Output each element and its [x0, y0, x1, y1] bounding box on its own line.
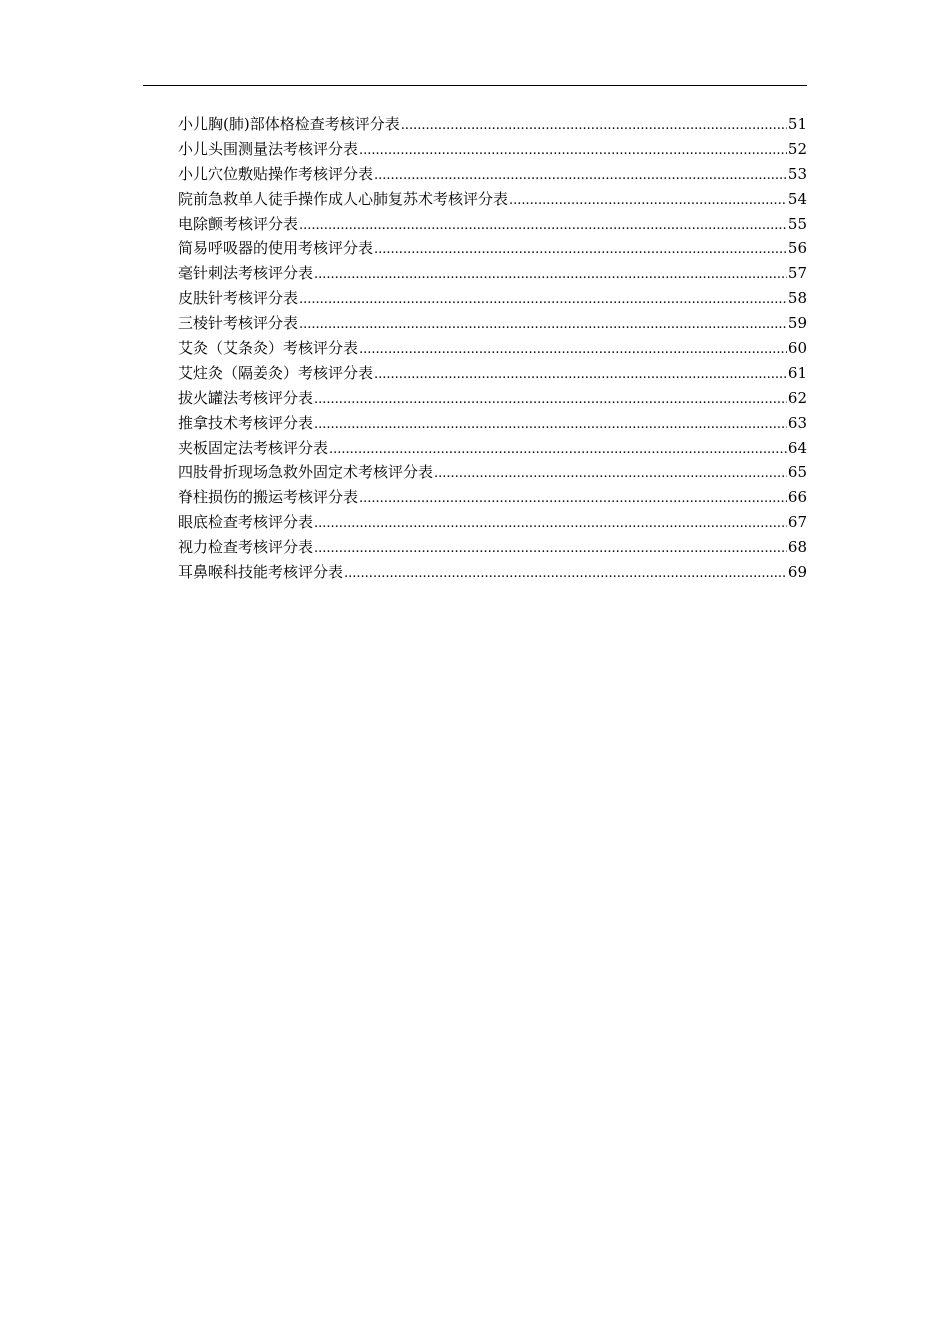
toc-dot-leader	[401, 116, 787, 136]
toc-entry[interactable]	[178, 288, 807, 313]
toc-entry[interactable]	[178, 413, 807, 438]
toc-dot-leader	[314, 514, 787, 534]
toc-entry[interactable]	[178, 338, 807, 363]
toc-dot-leader	[314, 390, 787, 410]
toc-entry-page: 67	[787, 513, 807, 532]
toc-entry-title: 眼底检查考核评分表	[178, 513, 314, 532]
toc-entry-page: 61	[787, 363, 807, 382]
toc-entry-page: 57	[787, 264, 807, 283]
toc-entry[interactable]	[178, 512, 807, 537]
toc-entry[interactable]	[178, 388, 807, 413]
toc-dot-leader	[299, 290, 787, 310]
toc-entry-title: 视力检查考核评分表	[178, 538, 314, 557]
toc-entry-title: 小儿穴位敷贴操作考核评分表	[178, 164, 374, 183]
toc-entry-title: 拔火罐法考核评分表	[178, 388, 314, 407]
toc-entry-page: 54	[787, 189, 807, 208]
toc-entry[interactable]	[178, 114, 807, 139]
toc-entry-page: 64	[787, 438, 807, 457]
toc-entry-title: 毫针刺法考核评分表	[178, 264, 314, 283]
toc-entry[interactable]	[178, 263, 807, 288]
toc-entry-page: 62	[787, 388, 807, 407]
toc-entry-title: 院前急救单人徒手操作成人心肺复苏术考核评分表	[178, 189, 509, 208]
toc-entry-title: 艾灸（艾条灸）考核评分表	[178, 339, 359, 358]
toc-entry-title: 耳鼻喉科技能考核评分表	[178, 563, 344, 582]
toc-entry-page: 58	[787, 289, 807, 308]
toc-entry-page: 55	[787, 214, 807, 233]
toc-dot-leader	[344, 564, 787, 584]
toc-dot-leader	[359, 340, 787, 360]
toc-entry[interactable]	[178, 214, 807, 239]
table-of-contents	[178, 114, 807, 587]
toc-dot-leader	[299, 315, 787, 335]
toc-dot-leader	[374, 365, 787, 385]
toc-entry[interactable]	[178, 537, 807, 562]
toc-dot-leader	[509, 191, 787, 211]
toc-dot-leader	[329, 440, 787, 460]
toc-entry-page: 60	[787, 339, 807, 358]
toc-entry-title: 小儿头围测量法考核评分表	[178, 139, 359, 158]
toc-entry-title: 脊柱损伤的搬运考核评分表	[178, 488, 359, 507]
toc-entry[interactable]	[178, 238, 807, 263]
toc-entry[interactable]	[178, 363, 807, 388]
toc-entry-title: 电除颤考核评分表	[178, 214, 299, 233]
toc-entry[interactable]	[178, 487, 807, 512]
toc-dot-leader	[359, 489, 787, 509]
toc-entry-title: 推拿技术考核评分表	[178, 413, 314, 432]
toc-dot-leader	[434, 464, 787, 484]
toc-entry[interactable]	[178, 313, 807, 338]
toc-entry-page: 68	[787, 538, 807, 557]
toc-entry-page: 66	[787, 488, 807, 507]
toc-entry[interactable]	[178, 189, 807, 214]
toc-entry-page: 63	[787, 413, 807, 432]
toc-entry-page: 56	[787, 239, 807, 258]
toc-entry-page: 69	[787, 563, 807, 582]
toc-entry[interactable]	[178, 164, 807, 189]
toc-entry-title: 小儿胸(肺)部体格检查考核评分表	[178, 115, 400, 133]
toc-entry-title: 四肢骨折现场急救外固定术考核评分表	[178, 463, 434, 482]
toc-entry-page: 52	[787, 139, 807, 158]
header-rule	[143, 85, 807, 86]
toc-entry-page: 65	[787, 463, 807, 482]
toc-entry[interactable]	[178, 438, 807, 463]
toc-entry-title: 艾炷灸（隔姜灸）考核评分表	[178, 363, 374, 382]
toc-dot-leader	[314, 539, 787, 559]
toc-entry-page: 51	[787, 115, 807, 133]
toc-entry-title: 简易呼吸器的使用考核评分表	[178, 239, 374, 258]
toc-dot-leader	[359, 141, 787, 161]
toc-entry-page: 59	[787, 314, 807, 333]
toc-dot-leader	[374, 240, 787, 260]
toc-entry[interactable]	[178, 462, 807, 487]
toc-dot-leader	[374, 166, 787, 186]
toc-entry-title: 三棱针考核评分表	[178, 314, 299, 333]
toc-entry[interactable]	[178, 562, 807, 587]
toc-entry-title: 夹板固定法考核评分表	[178, 438, 329, 457]
toc-entry-title: 皮肤针考核评分表	[178, 289, 299, 308]
toc-dot-leader	[314, 415, 787, 435]
toc-entry-page: 53	[787, 164, 807, 183]
toc-dot-leader	[299, 216, 787, 236]
toc-entry[interactable]	[178, 139, 807, 164]
toc-dot-leader	[314, 265, 787, 285]
